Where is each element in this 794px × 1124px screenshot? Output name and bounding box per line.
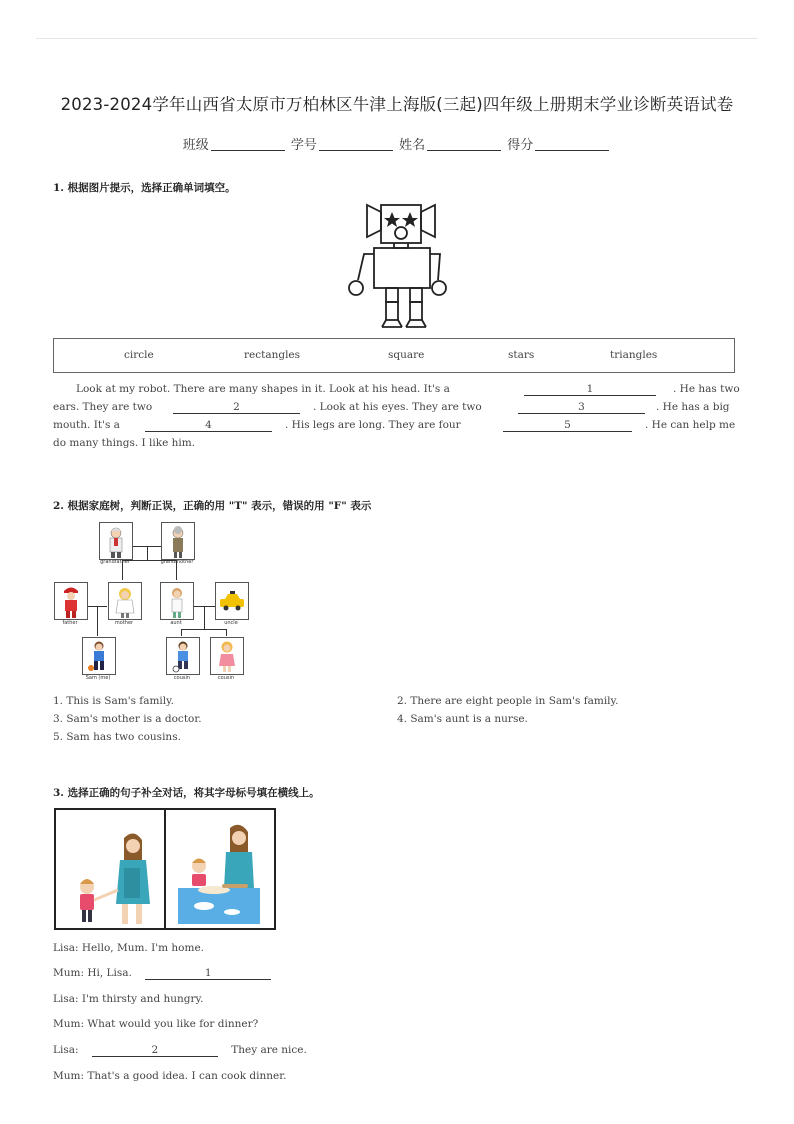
dialogue-line xyxy=(53,967,271,980)
answer-blank-3[interactable]: 3 xyxy=(518,401,645,414)
aunt-caption: aunt xyxy=(170,620,182,626)
question-3-heading: 3. 选择正确的句子补全对话，将其字母标号填在横线上。 xyxy=(53,787,320,799)
number-blank[interactable] xyxy=(319,150,393,151)
grandmother-caption: grandmother xyxy=(160,559,194,565)
dialogue-line: Mum: That's a good idea. I can cook dinner. xyxy=(53,1070,287,1082)
father-icon xyxy=(55,583,87,619)
father-caption: father xyxy=(62,620,78,626)
tree-line xyxy=(97,606,98,636)
mother-card xyxy=(108,582,142,620)
passage-text: . He can help me xyxy=(645,419,736,431)
tree-line xyxy=(181,629,182,636)
score-label: 得分 xyxy=(507,138,534,153)
robot-illustration xyxy=(344,202,448,332)
dialogue-line xyxy=(53,1044,307,1057)
tree-line xyxy=(181,629,227,630)
statement-item: 2. There are eight people in Sam's family. xyxy=(397,695,619,707)
tree-line xyxy=(147,546,148,560)
grandfather-card xyxy=(99,522,133,560)
question-1-heading: 1. 根据图片提示，选择正确单词填空。 xyxy=(53,182,236,194)
question-2-heading: 2. 根据家庭树，判断正误，正确的用 "T" 表示，错误的用 "F" 表示 xyxy=(53,500,372,512)
uncle-card xyxy=(215,582,249,620)
score-blank[interactable] xyxy=(535,150,609,151)
name-blank[interactable] xyxy=(427,150,501,151)
grandfather-caption: grandfather xyxy=(100,559,130,565)
dialogue-illustration xyxy=(54,808,276,930)
statement-item: 3. Sam's mother is a doctor. xyxy=(53,713,202,725)
class-label: 班级 xyxy=(182,138,209,153)
aunt-icon xyxy=(161,583,193,619)
sam-card xyxy=(82,637,116,675)
header-rule xyxy=(36,38,758,39)
mother-icon xyxy=(109,583,141,619)
statement-item: 1. This is Sam's family. xyxy=(53,695,175,707)
dialogue-line: Lisa: I'm thirsty and hungry. xyxy=(53,993,204,1005)
answer-blank-2[interactable]: 2 xyxy=(173,401,300,414)
page-title: 2023-2024学年山西省太原市万柏林区牛津上海版(三起)四年级上册期末学业诊断英语试卷 xyxy=(60,95,734,114)
word-bank-item: square xyxy=(388,349,425,361)
sam-caption: Sam (me) xyxy=(85,675,111,681)
dialogue-text: They are nice. xyxy=(231,1044,307,1056)
passage-text: . Look at his eyes. They are two xyxy=(313,401,482,413)
statement-item: 4. Sam's aunt is a nurse. xyxy=(397,713,528,725)
dialogue-line: Mum: What would you like for dinner? xyxy=(53,1018,259,1030)
taxi-icon xyxy=(216,583,248,619)
grandfather-icon xyxy=(100,523,132,559)
name-label: 姓名 xyxy=(399,138,426,153)
cousin-boy-icon xyxy=(167,638,199,674)
tree-line xyxy=(226,629,227,636)
cousin-boy-card xyxy=(166,637,200,675)
word-bank-item: triangles xyxy=(610,349,658,361)
aunt-card xyxy=(160,582,194,620)
cousin-girl-icon xyxy=(211,638,243,674)
passage-text: Look at my robot. There are many shapes in it. Look at his head. It's a xyxy=(76,383,450,395)
student-info-line xyxy=(0,134,794,153)
grandmother-card xyxy=(161,522,195,560)
passage-text: do many things. I like him. xyxy=(53,437,196,449)
answer-blank-5[interactable]: 5 xyxy=(503,419,632,432)
passage-text: ears. They are two xyxy=(53,401,153,413)
cousin-girl-caption: cousin xyxy=(217,675,235,681)
statement-item: 5. Sam has two cousins. xyxy=(53,731,181,743)
word-bank-box xyxy=(53,338,735,373)
sam-icon xyxy=(83,638,115,674)
uncle-caption: uncle xyxy=(224,620,238,626)
dialogue-text: Mum: Hi, Lisa. xyxy=(53,967,132,979)
word-bank-item: stars xyxy=(508,349,535,361)
dialogue-blank-1[interactable]: 1 xyxy=(145,967,271,980)
class-blank[interactable] xyxy=(211,150,285,151)
tree-line xyxy=(204,606,205,629)
word-bank-item: rectangles xyxy=(244,349,301,361)
passage-text: . His legs are long. They are four xyxy=(285,419,461,431)
dialogue-line: Lisa: Hello, Mum. I'm home. xyxy=(53,942,205,954)
cousin-boy-caption: cousin xyxy=(173,675,191,681)
father-card xyxy=(54,582,88,620)
mother-caption: mother xyxy=(114,620,134,626)
dialogue-blank-2[interactable]: 2 xyxy=(92,1044,218,1057)
word-bank-item: circle xyxy=(124,349,154,361)
passage-text: . He has a big xyxy=(656,401,730,413)
cousin-girl-card xyxy=(210,637,244,675)
passage-text: . He has two xyxy=(673,383,740,395)
passage-text: mouth. It's a xyxy=(53,419,120,431)
dialogue-text: Lisa: xyxy=(53,1044,79,1056)
number-label: 学号 xyxy=(290,138,317,153)
answer-blank-4[interactable]: 4 xyxy=(145,419,272,432)
grandmother-icon xyxy=(162,523,194,559)
answer-blank-1[interactable]: 1 xyxy=(524,383,656,396)
